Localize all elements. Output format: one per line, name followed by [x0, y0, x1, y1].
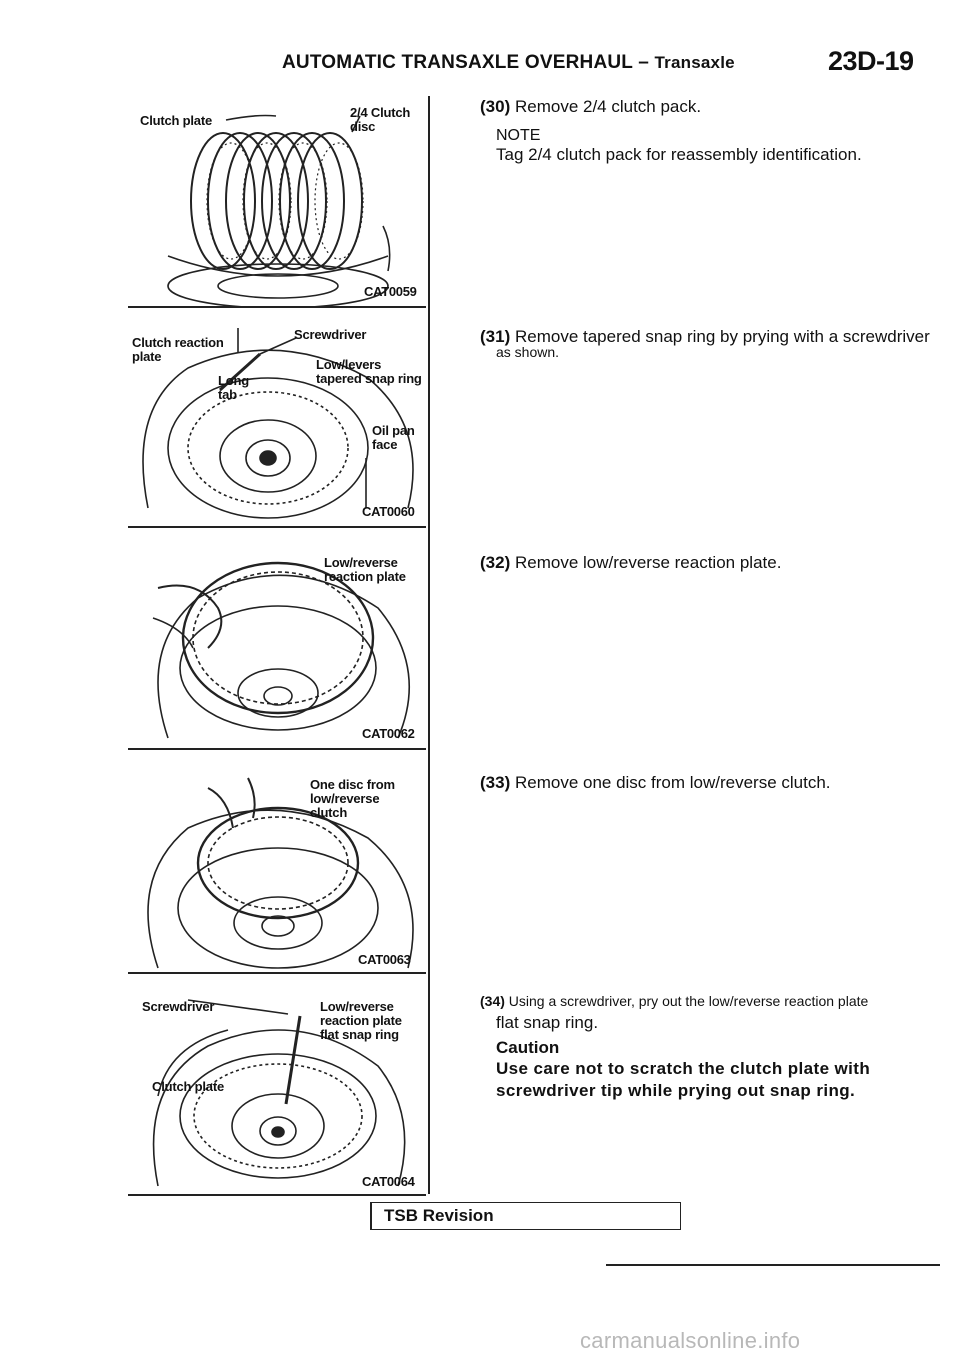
label-long-tab: Long tab — [218, 373, 249, 402]
page-number: 23D-19 — [828, 46, 914, 76]
header-subtitle: Transaxle — [654, 53, 735, 72]
label-screwdriver: Screwdriver — [142, 999, 215, 1014]
watermark: carmanualsonline.info — [580, 1328, 801, 1353]
step-34-continuation: flat snap ring. — [496, 1013, 599, 1032]
label-low-reverse-reaction-plate: Low/reverse reaction plate — [324, 555, 406, 584]
figure-caption: CAT0060 — [362, 504, 415, 519]
caution-label: Caution — [496, 1038, 560, 1057]
note-label: NOTE — [496, 127, 541, 144]
figure-caption: CAT0064 — [362, 1174, 415, 1189]
step-30: (30) Remove 2/4 clutch pack. — [480, 97, 702, 116]
step-34: (34) Using a screwdriver, pry out the low/reverse reaction plate — [480, 993, 869, 1009]
figure-cat0059 — [128, 96, 426, 308]
note-text: Tag 2/4 clutch pack for reassembly identification. — [496, 145, 862, 164]
label-low-reverse-reaction-plate-flat-snap-ring: Low/reverse reaction plate flat snap ring — [320, 999, 402, 1042]
figure-cat0063 — [128, 768, 426, 974]
tsb-revision-label: TSB Revision — [384, 1206, 494, 1225]
figure-caption: CAT0062 — [362, 726, 415, 741]
figure-cat0060 — [128, 308, 426, 528]
figure-cat0064 — [128, 986, 426, 1196]
column-divider — [428, 96, 430, 1194]
label-2-4-clutch-disc: 2/4 Clutch disc — [350, 105, 411, 134]
label-oil-pan-face: Oil pan face — [372, 423, 415, 452]
label-screwdriver: Screwdriver — [294, 327, 367, 342]
tsb-revision-box — [370, 1202, 681, 1230]
label-low-levers-tapered-snap-ring: Low/levers tapered snap ring — [316, 357, 422, 386]
figure-caption: CAT0063 — [358, 952, 411, 967]
footer-rule — [606, 1264, 940, 1266]
figure-cat0062 — [128, 528, 426, 750]
step-31-continuation: as shown. — [496, 344, 560, 360]
label-one-disc-from-low-reverse-clutch: One disc from low/reverse clutch — [310, 777, 395, 820]
step-31: (31) Remove tapered snap ring by prying with a screwdriver — [480, 327, 930, 346]
label-clutch-reaction-plate: Clutch reaction plate — [132, 335, 224, 364]
caution-text: Use care not to scratch the clutch plate with screwdriver tip while prying out snap ring. — [496, 1059, 871, 1100]
label-clutch-plate: Clutch plate — [152, 1079, 224, 1094]
step-33: (33) Remove one disc from low/reverse clutch. — [480, 773, 831, 792]
header-title: AUTOMATIC TRANSAXLE OVERHAUL – Transaxle — [282, 52, 735, 73]
label-clutch-plate: Clutch plate — [140, 113, 212, 128]
step-32: (32) Remove low/reverse reaction plate. — [480, 553, 782, 572]
figure-caption: CAT0059 — [364, 284, 417, 299]
page-header — [0, 44, 960, 84]
